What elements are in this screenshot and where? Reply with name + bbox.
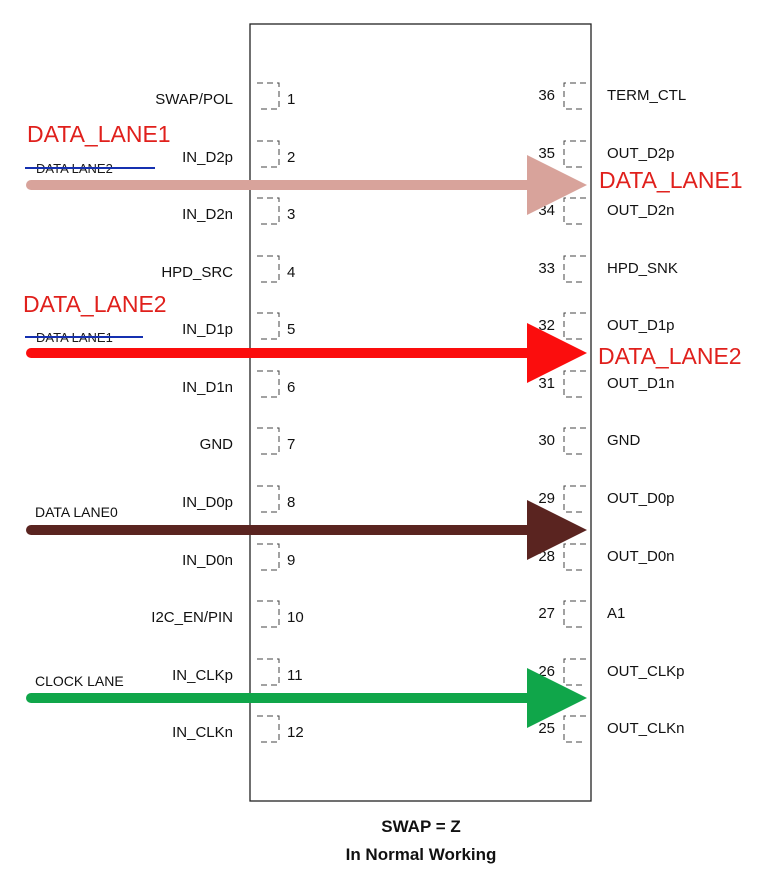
right-pin-36-number: 36 xyxy=(538,87,555,104)
clock-lane-input-label: CLOCK LANE xyxy=(35,673,124,689)
left-pin-8-label: IN_D0p xyxy=(182,494,233,511)
left-pin-1-number: 1 xyxy=(287,91,296,108)
right-pin-31-pad xyxy=(564,371,586,397)
right-pin-29-pad xyxy=(564,486,586,512)
left-pin-12-pad xyxy=(257,716,279,742)
left-pin-1-pad xyxy=(257,83,279,109)
lane1-output-label: DATA_LANE1 xyxy=(599,167,743,193)
left-pin-7-pad xyxy=(257,428,279,454)
lane2-struck-label: DATA LANE1 xyxy=(36,330,113,345)
right-pin-33-pad xyxy=(564,256,586,282)
left-pin-6-number: 6 xyxy=(287,379,296,396)
left-pin-9-label: IN_D0n xyxy=(182,552,233,569)
lane1-struck-label: DATA LANE2 xyxy=(36,161,113,176)
caption-line2: In Normal Working xyxy=(345,845,497,864)
left-pin-3-pad xyxy=(257,198,279,224)
right-pin-33-label: HPD_SNK xyxy=(607,260,678,277)
left-pin-9-number: 9 xyxy=(287,552,296,569)
chip-body xyxy=(250,24,591,801)
left-pin-5-label: IN_D1p xyxy=(182,321,233,338)
right-pin-25-pad xyxy=(564,716,586,742)
left-pin-7-label: GND xyxy=(199,436,233,453)
right-pin-34-pad xyxy=(564,198,586,224)
right-pin-27-label: A1 xyxy=(607,605,626,622)
left-pin-10-label: I2C_EN/PIN xyxy=(151,609,233,626)
right-pin-36-label: TERM_CTL xyxy=(607,87,687,104)
left-pin-12-number: 12 xyxy=(287,724,304,741)
right-pin-32-number: 32 xyxy=(538,317,555,334)
right-pin-26-label: OUT_CLKp xyxy=(607,663,685,680)
left-pin-1-label: SWAP/POL xyxy=(155,91,233,108)
left-pin-10-pad xyxy=(257,601,279,627)
right-pin-33-number: 33 xyxy=(538,260,555,277)
left-pin-3-number: 3 xyxy=(287,206,296,223)
right-pin-30-number: 30 xyxy=(538,432,555,449)
lane0-input-label: DATA LANE0 xyxy=(35,504,118,520)
left-pin-8-pad xyxy=(257,486,279,512)
left-pin-6-label: IN_D1n xyxy=(182,379,233,396)
lane2-output-label: DATA_LANE2 xyxy=(598,343,742,369)
caption-line1: SWAP = Z xyxy=(381,817,461,836)
right-pin-27-pad xyxy=(564,601,586,627)
right-pin-30-pad xyxy=(564,428,586,454)
right-pin-35-pad xyxy=(564,141,586,167)
left-pin-4-number: 4 xyxy=(287,264,296,281)
right-pin-25-number: 25 xyxy=(538,720,555,737)
right-pin-35-number: 35 xyxy=(538,145,555,162)
lane2-input-label: DATA_LANE2 xyxy=(23,291,167,317)
left-pin-2-label: IN_D2p xyxy=(182,149,233,166)
left-pin-3-label: IN_D2n xyxy=(182,206,233,223)
right-pin-29-label: OUT_D0p xyxy=(607,490,675,507)
right-pin-32-label: OUT_D1p xyxy=(607,317,675,334)
left-pin-2-number: 2 xyxy=(287,149,296,166)
right-pin-31-number: 31 xyxy=(538,375,555,392)
left-pin-7-number: 7 xyxy=(287,436,296,453)
left-pin-5-number: 5 xyxy=(287,321,296,338)
left-pin-11-number: 11 xyxy=(287,667,303,684)
right-pin-27-number: 27 xyxy=(538,605,555,622)
right-pin-25-label: OUT_CLKn xyxy=(607,720,685,737)
left-pin-4-pad xyxy=(257,256,279,282)
right-pin-28-number: 28 xyxy=(538,548,555,565)
right-pin-28-label: OUT_D0n xyxy=(607,548,675,565)
right-pin-32-pad xyxy=(564,313,586,339)
right-pin-31-label: OUT_D1n xyxy=(607,375,675,392)
right-pin-29-number: 29 xyxy=(538,490,555,507)
left-pin-5-pad xyxy=(257,313,279,339)
left-pin-2-pad xyxy=(257,141,279,167)
right-pin-36-pad xyxy=(564,83,586,109)
left-pin-12-label: IN_CLKn xyxy=(172,724,233,741)
right-pin-30-label: GND xyxy=(607,432,641,449)
left-pin-10-number: 10 xyxy=(287,609,304,626)
lane1-input-label: DATA_LANE1 xyxy=(27,121,171,147)
right-pin-34-label: OUT_D2n xyxy=(607,202,675,219)
left-pin-11-pad xyxy=(257,659,279,685)
right-pin-34-number: 34 xyxy=(538,202,555,219)
right-pin-26-number: 26 xyxy=(538,663,555,680)
left-pin-8-number: 8 xyxy=(287,494,296,511)
left-pin-6-pad xyxy=(257,371,279,397)
right-pin-28-pad xyxy=(564,544,586,570)
left-pin-11-label: IN_CLKp xyxy=(172,667,233,684)
left-pin-4-label: HPD_SRC xyxy=(161,264,233,281)
right-pin-26-pad xyxy=(564,659,586,685)
left-pin-9-pad xyxy=(257,544,279,570)
right-pin-35-label: OUT_D2p xyxy=(607,145,675,162)
